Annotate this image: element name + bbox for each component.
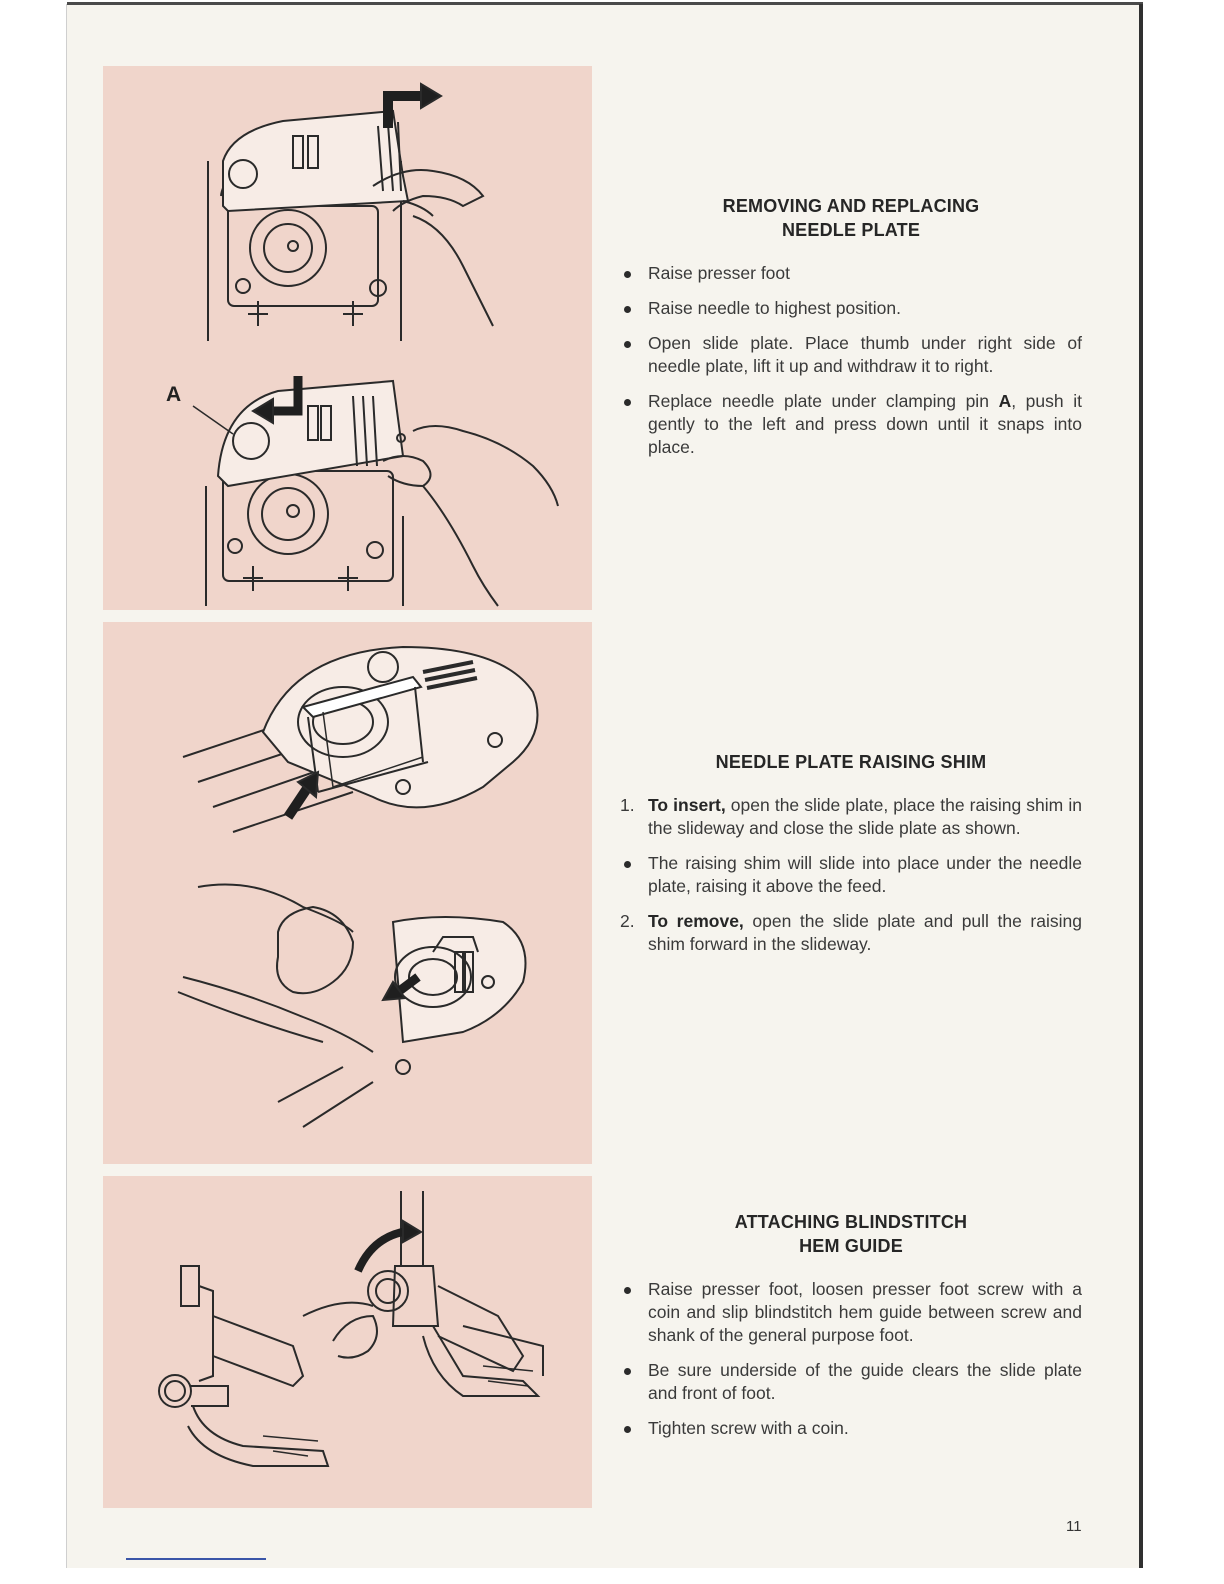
bullet	[624, 271, 631, 278]
blindstitch-guide-drawing	[103, 1176, 592, 1508]
clamping-pin-callout: A	[166, 383, 182, 406]
raising-shim-illustration-panel	[103, 622, 592, 1164]
blindstitch-guide-illustration-panel	[103, 1176, 592, 1508]
bullet	[624, 1287, 631, 1294]
blindstitch-guide-section	[620, 1210, 1082, 1452]
removing-needle-plate-section	[620, 194, 1082, 471]
instruction-item: Be sure underside of the guide clears the slide plate and front of foot.	[620, 1359, 1082, 1405]
needle-plate-illustration-panel	[103, 66, 592, 610]
instruction-item: 2. To remove, open the slide plate and pull the raising shim forward in the slideway.	[620, 911, 1082, 954]
instruction-item: 1. To insert, open the slide plate, place the raising shim in the slideway and close the slide plate as shown.	[620, 795, 1082, 838]
page-top-edge	[67, 2, 1143, 5]
bullet	[624, 1426, 631, 1433]
raising-shim-drawing	[103, 622, 592, 1164]
needle-plate-removal-drawing	[103, 66, 592, 610]
bullet	[624, 341, 631, 348]
section-heading: NEEDLE PLATE RAISING SHIM	[715, 752, 987, 772]
page-right-edge	[1139, 4, 1143, 1568]
instruction-item: Raise needle to highest position.	[620, 297, 1082, 320]
page-number: 11	[1066, 1518, 1082, 1535]
section-heading: ATTACHING BLINDSTITCH HEM GUIDE	[734, 1212, 968, 1256]
bullet	[624, 306, 631, 313]
page-left-edge	[66, 4, 67, 1568]
raising-shim-section	[620, 750, 1082, 968]
instruction-item: The raising shim will slide into place under the needle plate, raising it above the feed.	[620, 852, 1082, 898]
instruction-item: Raise presser foot	[620, 262, 1082, 285]
instruction-item: Open slide plate. Place thumb under right side of needle plate, lift it up and withdraw it to right.	[620, 332, 1082, 378]
instruction-item: Raise presser foot, loosen presser foot screw with a coin and slip blindstitch hem guide between screw and shank of the general purpose foot.	[620, 1278, 1082, 1347]
instruction-item: Tighten screw with a coin.	[620, 1417, 1082, 1440]
instruction-item: Replace needle plate under clamping pin A, push it gently to the left and press down until it snaps into place.	[620, 390, 1082, 459]
bullet	[624, 1368, 631, 1375]
bullet	[624, 861, 631, 868]
section-heading: REMOVING AND REPLACING NEEDLE PLATE	[722, 196, 980, 240]
footer-rule	[126, 1558, 266, 1560]
bullet	[624, 399, 631, 406]
